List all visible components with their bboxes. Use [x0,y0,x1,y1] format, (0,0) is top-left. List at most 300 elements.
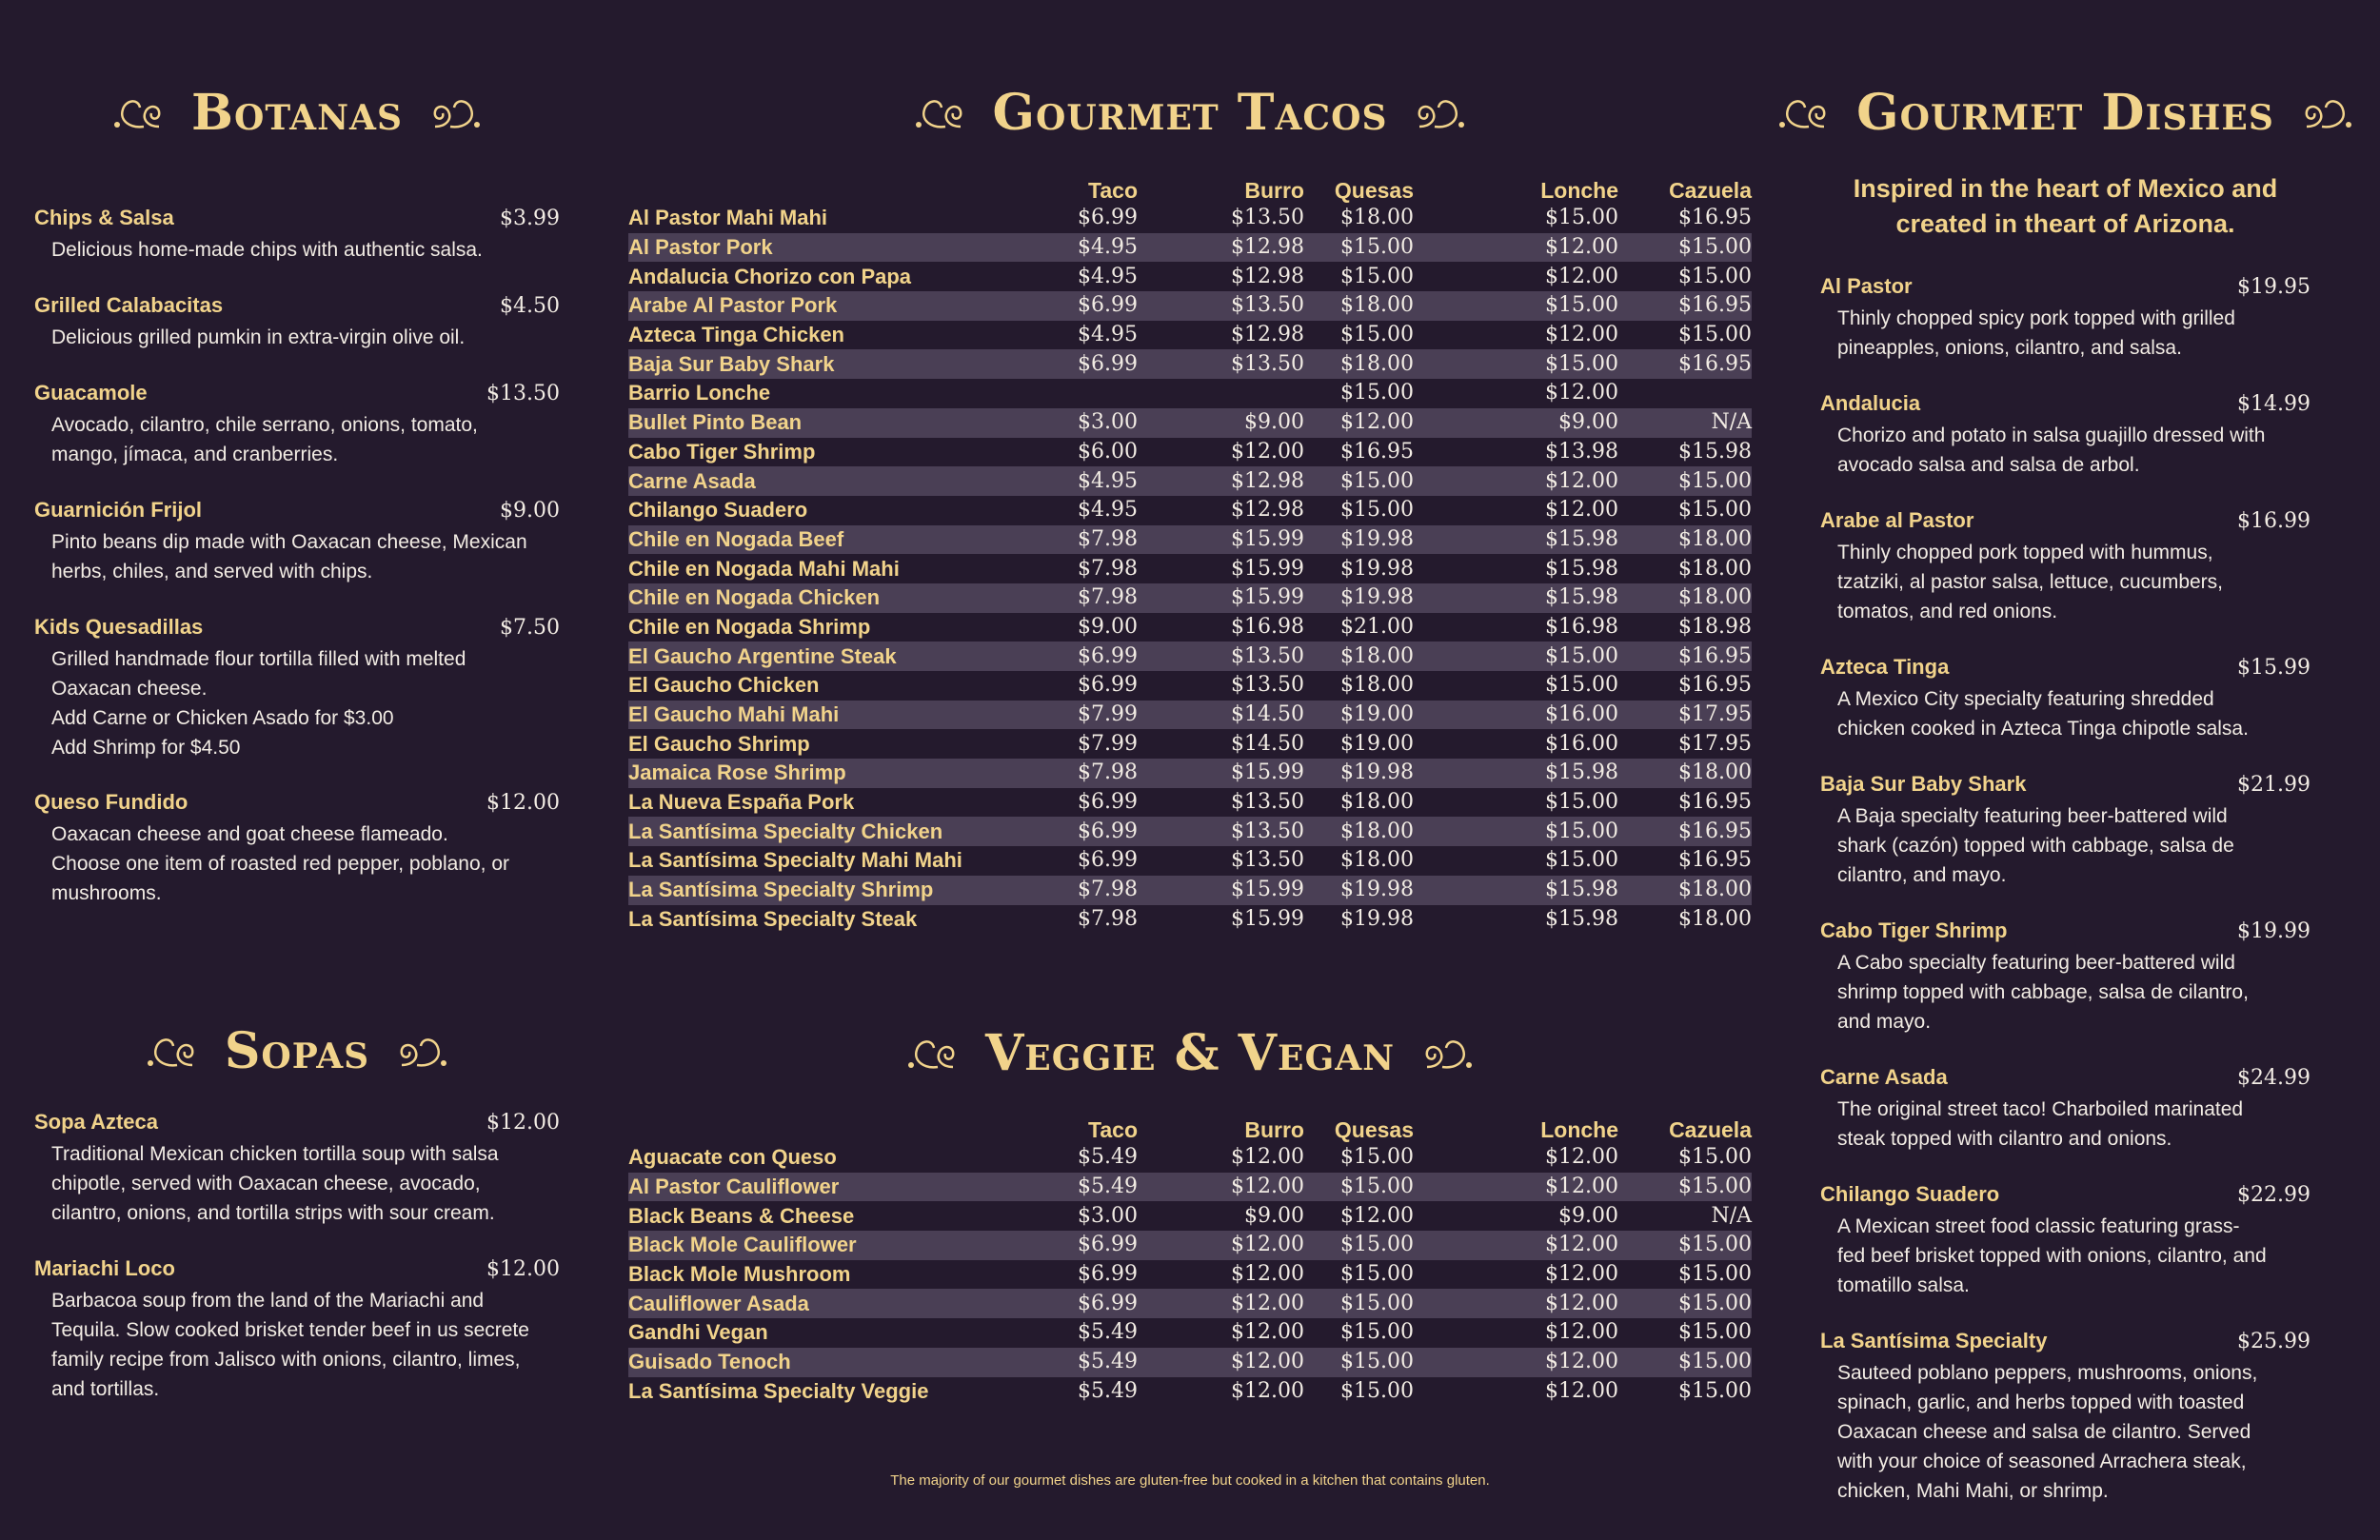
price-cell: $15.00 [1414,291,1618,321]
price-cell: $15.00 [1618,1173,1752,1202]
price-cell: $19.98 [1340,906,1414,931]
flourish-right-icon [1412,89,1469,136]
price-cell: $15.00 [1414,349,1618,379]
gluten-footnote: The majority of our gourmet dishes are gluten-free but cooked in a kitchen that contains gluten. [890,1472,1490,1489]
table-row [628,496,1752,525]
price-cell: $18.00 [1618,876,1752,905]
row-item-name: Guisado Tenoch [628,1348,1028,1377]
price-cell: $16.95 [1618,817,1752,846]
column-header-cazuela: Cazuela [1669,1117,1752,1142]
table-row [628,817,1752,846]
price-cell: $7.98 [1028,525,1138,555]
item-name: Cabo Tiger Shrimp [1820,918,2008,942]
price-cell: $16.00 [1414,701,1618,730]
price-cell: $4.95 [1078,498,1138,523]
item-name: Guarnición Frijol [34,498,203,522]
price-cell: $7.98 [1028,583,1138,613]
price-cell: $5.49 [1028,1173,1138,1202]
row-item-name: El Gaucho Argentine Steak [628,642,1028,671]
table-row [628,204,1752,233]
menu-item [34,790,560,908]
price-cell: $7.98 [1028,876,1138,905]
item-name: Al Pastor [1820,274,1913,298]
item-name: Guacamole [34,381,148,405]
price-cell: N/A [1618,408,1752,438]
item-name: La Santísima Specialty [1820,1329,2048,1352]
menu-item [1820,1329,2311,1506]
row-item-name: Chile en Nogada Mahi Mahi [628,556,900,581]
price-cell: $5.49 [1078,1320,1138,1345]
price-cell: $12.98 [1231,264,1304,288]
price-cell: $15.00 [1618,1289,1752,1318]
price-cell: $15.00 [1678,323,1752,347]
price-cell: $12.00 [1414,1289,1618,1318]
row-item-name: La Nueva España Pork [628,790,855,815]
price-cell [1618,379,1752,408]
item-price: $13.50 [486,382,560,405]
price-cell: $6.00 [1078,439,1138,464]
price-cell: $15.00 [1304,1231,1414,1260]
table-row [628,642,1752,671]
menu-item [34,1256,560,1404]
item-name: Andalucia [1820,391,1921,415]
price-cell: $18.00 [1618,759,1752,788]
price-cell: $15.00 [1618,1348,1752,1377]
price-cell: $13.50 [1231,206,1304,230]
price-cell: $12.00 [1545,1378,1618,1403]
price-cell: $16.95 [1678,206,1752,230]
row-item-name: La Santísima Specialty Veggie [628,1378,929,1403]
price-cell: $18.00 [1340,673,1414,698]
price-cell: $15.00 [1340,323,1414,347]
price-cell: $7.98 [1078,556,1138,581]
price-cell: $15.00 [1340,498,1414,523]
price-cell: $16.95 [1618,291,1752,321]
price-cell: $15.99 [1231,906,1304,931]
table-row [628,671,1752,701]
table-row [628,438,1752,467]
item-price: $3.99 [500,207,560,230]
price-cell: $9.00 [1138,408,1304,438]
item-name: Carne Asada [1820,1065,1948,1089]
price-cell: $15.98 [1545,556,1618,581]
price-cell: $15.99 [1138,876,1304,905]
row-item-name: Al Pastor Mahi Mahi [628,206,828,230]
price-cell: $15.00 [1340,264,1414,288]
table-header-row [628,175,1752,204]
price-cell: $17.95 [1678,731,1752,756]
price-cell: $12.98 [1138,466,1304,496]
sopas-header [34,1022,560,1079]
price-cell: $15.00 [1304,1173,1414,1202]
price-cell: $15.00 [1340,1320,1414,1345]
price-cell: $4.95 [1028,466,1138,496]
price-cell: $16.95 [1678,673,1752,698]
item-price: $22.99 [2237,1183,2311,1207]
table-header-row [628,1115,1752,1143]
row-item-name: Andalucia Chorizo con Papa [628,264,912,288]
item-price: $25.99 [2237,1330,2311,1353]
botanas-title: Botanas [191,83,403,142]
sopas-title: Sopas [224,1021,370,1080]
price-cell: $12.00 [1545,1320,1618,1345]
veggie-table [628,1115,1752,1406]
item-description: A Mexico City specialty featuring shredded chicken cooked in Azteca Tinga chipotle salsa. [1837,688,2249,740]
table-row [628,408,1752,438]
row-item-name: Black Mole Cauliflower [628,1231,1028,1260]
price-cell: $18.00 [1340,790,1414,815]
item-description: Thinly chopped pork topped with hummus, tzatziki, al pastor salsa, lettuce, cucumbers, tomatos, and red onions. [1837,542,2223,622]
price-cell: $15.00 [1678,498,1752,523]
price-cell [1138,379,1304,408]
price-cell: $18.00 [1678,906,1752,931]
price-cell: $6.99 [1078,790,1138,815]
table-row [628,846,1752,876]
price-cell: $9.00 [1078,614,1138,639]
item-price: $9.00 [500,499,560,523]
price-cell: $6.99 [1028,291,1138,321]
tacos-title: Gourmet Tacos [992,83,1388,142]
price-cell: $7.99 [1078,731,1138,756]
row-item-name: La Santísima Specialty Shrimp [628,876,1028,905]
price-cell: $7.98 [1028,759,1138,788]
column-header-taco: Taco [1088,178,1138,203]
menu-item [34,1110,560,1228]
price-cell: $15.99 [1138,759,1304,788]
item-name: Grilled Calabacitas [34,293,224,317]
row-item-name: Cabo Tiger Shrimp [628,439,816,464]
item-price: $12.00 [486,1111,560,1135]
price-cell: $3.00 [1028,408,1138,438]
table-row [628,1201,1752,1231]
price-cell: $13.50 [1231,848,1304,873]
price-cell: $6.99 [1078,848,1138,873]
table-row [628,233,1752,263]
price-cell: $12.00 [1138,1289,1304,1318]
item-name: Baja Sur Baby Shark [1820,772,2027,796]
price-cell: $12.00 [1414,233,1618,263]
row-item-name: Baja Sur Baby Shark [628,349,1028,379]
flourish-right-icon [427,89,485,136]
column-header-quesas: Quesas [1334,178,1414,203]
item-name: Sopa Azteca [34,1110,159,1134]
table-row [628,876,1752,905]
item-name: Queso Fundido [34,790,188,814]
item-price: $12.00 [486,791,560,815]
price-cell: $13.98 [1545,439,1618,464]
menu-item [1820,274,2311,363]
price-cell: $4.95 [1078,264,1138,288]
row-item-name: Chile en Nogada Beef [628,525,1028,555]
column-header-item [628,1115,1028,1143]
price-cell: $18.00 [1618,583,1752,613]
table-row [628,759,1752,788]
table-row [628,729,1752,759]
price-cell: $18.00 [1304,349,1414,379]
price-cell: $16.95 [1678,790,1752,815]
item-price: $15.99 [2237,656,2311,680]
price-cell: $16.00 [1545,731,1618,756]
price-cell: $7.98 [1078,906,1138,931]
price-cell: $19.00 [1304,701,1414,730]
price-cell: $16.95 [1618,642,1752,671]
item-description: Sauteed poblano peppers, mushrooms, onions, spinach, garlic, and herbs topped with toasted Oaxacan cheese and salsa de cilantro. Served with your choice of seasoned Arrachera steak, chicken, Mahi Mahi, or shrimp. [1837,1362,2258,1502]
item-price: $7.50 [500,616,560,640]
table-row [628,905,1752,935]
menu-item [1820,772,2311,890]
menu-item [1820,1182,2311,1300]
table-row [628,525,1752,555]
veggie-header [628,1024,1752,1081]
price-cell: $18.00 [1340,206,1414,230]
price-cell: $12.00 [1545,381,1618,405]
menu-item [1820,391,2311,480]
item-description: Delicious grilled pumkin in extra-virgin olive oil. [51,326,466,348]
row-item-name: Al Pastor Cauliflower [628,1173,1028,1202]
price-cell: $13.50 [1138,642,1304,671]
botanas-header [34,84,560,141]
item-name: Azteca Tinga [1820,655,1950,679]
item-name: Chips & Salsa [34,206,174,229]
price-cell: $12.00 [1138,1231,1304,1260]
price-cell: $18.00 [1304,642,1414,671]
price-cell: $12.00 [1304,408,1414,438]
price-cell: $12.98 [1138,233,1304,263]
table-row [628,583,1752,613]
veggie-title: Veggie & Vegan [984,1023,1396,1082]
item-description: Barbacoa soup from the land of the Mariachi and Tequila. Slow cooked brisket tender beef in us secrete family recipe from Jalisco with onions, cilantro, limes, and tortillas. [51,1290,529,1400]
price-cell: $18.98 [1678,614,1752,639]
price-cell: $12.00 [1340,1203,1414,1228]
row-item-name: Black Mole Mushroom [628,1262,851,1287]
price-cell: $18.00 [1304,817,1414,846]
price-cell: $15.98 [1678,439,1752,464]
item-description: Grilled handmade flour tortilla filled with melted Oaxacan cheese. Add Carne or Chicken Asado for $3.00 Add Shrimp for $4.50 [51,648,466,759]
price-cell: $15.00 [1545,790,1618,815]
menu-item [1820,508,2311,626]
price-cell: $5.49 [1078,1378,1138,1403]
price-cell: $18.00 [1618,525,1752,555]
price-cell: $15.98 [1414,759,1618,788]
item-description: A Baja specialty featuring beer-battered wild shark (cazón) topped with cabbage, salsa de cilantro, and mayo. [1837,805,2234,886]
price-cell: $15.00 [1304,466,1414,496]
price-cell: $13.50 [1138,349,1304,379]
price-cell: $15.98 [1414,583,1618,613]
price-cell: $6.99 [1078,206,1138,230]
table-row [628,291,1752,321]
price-cell: $19.98 [1304,525,1414,555]
flourish-right-icon [394,1027,451,1075]
price-cell: $7.99 [1028,701,1138,730]
table-row [628,1289,1752,1318]
item-price: $19.99 [2237,919,2311,943]
item-price: $4.50 [500,294,560,318]
price-cell: $12.00 [1138,1348,1304,1377]
price-cell: $12.00 [1414,1231,1618,1260]
item-description: Pinto beans dip made with Oaxacan cheese, Mexican herbs, chiles, and served with chips. [51,531,527,582]
price-cell: $15.00 [1414,642,1618,671]
price-cell: $15.00 [1545,673,1618,698]
row-item-name: Al Pastor Pork [628,233,1028,263]
price-cell: $18.00 [1340,848,1414,873]
price-cell: $15.00 [1678,1262,1752,1287]
price-cell: $9.00 [1414,408,1618,438]
table-row [628,1143,1752,1173]
price-cell: $6.99 [1028,1289,1138,1318]
menu-item [34,381,560,469]
price-cell: $12.00 [1414,1348,1618,1377]
item-name: Arabe al Pastor [1820,508,1974,532]
column-header-burro: Burro [1244,1117,1304,1142]
price-cell: $15.00 [1678,1145,1752,1170]
item-description: Chorizo and potato in salsa guajillo dressed with avocado salsa and salsa de arbol. [1837,424,2266,476]
price-cell: $12.00 [1231,1262,1304,1287]
row-item-name: Chilango Suadero [628,498,808,523]
price-cell: N/A [1711,1203,1752,1228]
price-cell: $12.98 [1231,498,1304,523]
price-cell: $9.00 [1558,1203,1618,1228]
row-item-name: Barrio Lonche [628,381,771,405]
flourish-left-icon [143,1027,200,1075]
table-row [628,1231,1752,1260]
price-cell: $13.50 [1138,817,1304,846]
price-cell: $6.99 [1028,349,1138,379]
flourish-right-icon [2299,89,2356,136]
price-cell: $15.00 [1304,233,1414,263]
column-header-quesas: Quesas [1334,1117,1414,1142]
row-item-name: La Santísima Specialty Mahi Mahi [628,848,962,873]
price-cell [1028,379,1138,408]
price-cell: $15.00 [1304,1289,1414,1318]
dishes-title: Gourmet Dishes [1856,83,2274,142]
flourish-left-icon [1775,89,1832,136]
price-cell: $5.49 [1078,1145,1138,1170]
price-cell: $12.00 [1414,466,1618,496]
price-cell: $6.99 [1078,673,1138,698]
item-description: Oaxacan cheese and goat cheese flameado. Choose one item of roasted red pepper, poblano, or mushrooms. [51,823,509,904]
price-cell: $12.00 [1138,1173,1304,1202]
price-cell: $15.00 [1340,1378,1414,1403]
row-item-name: Aguacate con Queso [628,1145,837,1170]
price-cell: $12.00 [1545,498,1618,523]
row-item-name: Arabe Al Pastor Pork [628,291,1028,321]
price-cell: $12.00 [1231,439,1304,464]
price-cell: $12.00 [1545,1145,1618,1170]
price-cell: $19.98 [1340,556,1414,581]
column-header-cazuela: Cazuela [1669,178,1752,203]
item-price: $12.00 [486,1257,560,1281]
price-cell: $6.99 [1078,1262,1138,1287]
column-header-lonche: Lonche [1540,1117,1618,1142]
price-cell: $15.00 [1545,848,1618,873]
price-cell: $12.00 [1545,1262,1618,1287]
menu-item [1820,918,2311,1037]
table-row [628,554,1752,583]
price-cell: $12.00 [1231,1378,1304,1403]
price-cell: $15.00 [1414,817,1618,846]
price-cell: $16.95 [1618,349,1752,379]
item-price: $19.95 [2237,275,2311,299]
row-item-name: La Santísima Specialty Steak [628,906,918,931]
table-row [628,1377,1752,1407]
flourish-left-icon [911,89,968,136]
table-row [628,701,1752,730]
flourish-right-icon [1419,1029,1477,1076]
tacos-table [628,175,1752,934]
price-cell: $16.95 [1678,848,1752,873]
price-cell: $12.00 [1414,1173,1618,1202]
row-item-name: Bullet Pinto Bean [628,408,1028,438]
price-cell: $15.00 [1678,264,1752,288]
price-cell: $12.98 [1231,323,1304,347]
row-item-name: Chile en Nogada Shrimp [628,614,871,639]
item-price: $14.99 [2237,392,2311,416]
table-row [628,321,1752,350]
menu-item [1820,655,2311,743]
row-item-name: Azteca Tinga Chicken [628,323,844,347]
table-row [628,349,1752,379]
price-cell: $4.95 [1028,233,1138,263]
column-header-item [628,175,1028,204]
price-cell: $16.98 [1231,614,1304,639]
price-cell: $15.00 [1340,1262,1414,1287]
item-price: $16.99 [2237,509,2311,533]
row-item-name: Chile en Nogada Chicken [628,583,1028,613]
price-cell: $12.00 [1231,1145,1304,1170]
price-cell: $6.99 [1028,817,1138,846]
price-cell: $18.00 [1678,556,1752,581]
price-cell: $14.50 [1231,731,1304,756]
price-cell: $13.50 [1138,291,1304,321]
price-cell: $3.00 [1078,1203,1138,1228]
item-name: Chilango Suadero [1820,1182,2000,1206]
row-item-name: Cauliflower Asada [628,1289,1028,1318]
row-item-name: El Gaucho Shrimp [628,731,810,756]
table-row [628,1348,1752,1377]
row-item-name: Black Beans & Cheese [628,1203,855,1228]
price-cell: $5.49 [1028,1348,1138,1377]
item-description: A Mexican street food classic featuring grass- fed beef brisket topped with onions, cilantro, and tomatillo salsa. [1837,1215,2267,1296]
row-item-name: Jamaica Rose Shrimp [628,759,1028,788]
dishes-header [1820,84,2311,141]
table-row [628,262,1752,291]
table-row [628,788,1752,818]
item-price: $21.99 [2237,773,2311,797]
price-cell: $16.98 [1545,614,1618,639]
price-cell: $15.99 [1138,525,1304,555]
price-cell: $14.50 [1138,701,1304,730]
price-cell: $12.00 [1231,1320,1304,1345]
column-header-taco: Taco [1088,1117,1138,1142]
price-cell: $16.95 [1340,439,1414,464]
price-cell: $15.99 [1231,556,1304,581]
price-cell: $15.00 [1618,1231,1752,1260]
price-cell: $15.00 [1678,1320,1752,1345]
item-description: Avocado, cilantro, chile serrano, onions, tomato, mango, jímaca, and cranberries. [51,414,478,465]
price-cell: $19.98 [1304,583,1414,613]
price-cell: $21.00 [1340,614,1414,639]
item-description: The original street taco! Charboiled marinated steak topped with cilantro and onions. [1837,1098,2244,1150]
item-price: $24.99 [2237,1066,2311,1090]
price-cell: $18.00 [1304,291,1414,321]
price-cell: $12.00 [1545,264,1618,288]
table-row [628,1173,1752,1202]
row-item-name: Carne Asada [628,466,1028,496]
column-header-burro: Burro [1244,178,1304,203]
table-row [628,1260,1752,1290]
table-row [628,466,1752,496]
price-cell: $15.98 [1414,876,1618,905]
